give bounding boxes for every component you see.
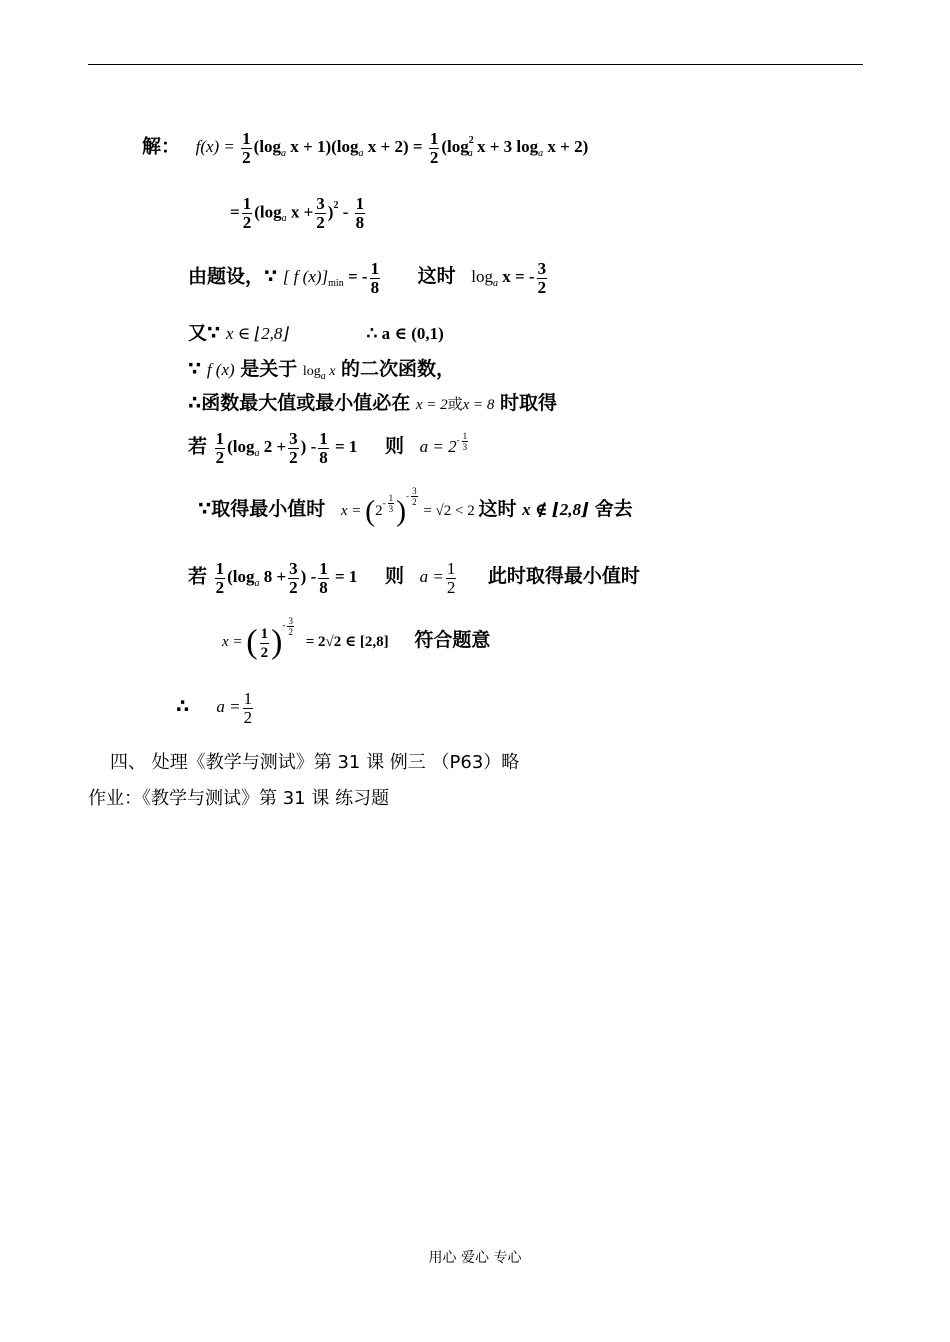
header-rule [88, 64, 863, 65]
equation-line-1: 解： f(x) = $\frac{1}{2}$ ($\log_a$ $x + 1)(\log_a$ x + 2) = $\frac{1}{2}$ ($\log^2_a$ x + 3 $\log_a x + 2$) [142, 129, 589, 167]
section-four-text: 四、 处理《教学与测试》第 31 课 例三 （P63）略 [110, 752, 520, 773]
discard-line: ∵取得最小值时 $x = (2^{- \frac{1}{3}}$ )$^{- \frac{3}{2}}$ = √2 < 2 这时 x ∉ ⌊2,8⌋ 舍去 [198, 486, 633, 528]
quadratic-line: ∵ f (x) 是关于 $\log_a x$ 的二次函数， [188, 358, 456, 382]
homework-text: 作业：《教学与测试》第 31 课 练习题 [88, 788, 390, 809]
range-line: 又∵ x ∈ ⌊2,8⌋ ∴ a ∈ (0,1) [188, 322, 444, 344]
page-footer: 用心 爱心 专心 [428, 1250, 522, 1266]
equation-line-2: = $\frac{1}{2}$ ($\log_a$ x + $\frac{3}{2}$ )$^2$ - $\frac{1}{8}$ [230, 194, 365, 232]
given-line: 由题设，∵ [ f $(x)]_{min}$ = - $\frac{1}{8}$ 这时 $\log_a x$ = - $\frac{3}{2}$ [188, 259, 547, 297]
case-two-line: 若 $\frac{1}{2}$ ($\log_a$ 8 + $\frac{3}{2}$ ) - $\frac{1}{8}$ = 1 则 a = $\frac{1}{2}$ 此时取得最小值时 [188, 559, 640, 597]
case-one-line: 若 $\frac{1}{2}$ ($\log_a$ 2 + $\frac{3}{2}$ ) - $\frac{1}{8}$ = 1 则 $a = 2^{- \frac{1}{3}}$ [188, 429, 468, 467]
extremum-line: ∴函数最大值或最小值必在 x = 2或x = 8 时取得 [188, 392, 557, 414]
verify-line: x = ( $\frac{1}{2}$ )$^{- \frac{3}{2}}$ = 2√2 ∈ [2,8] 符合题意 [222, 615, 491, 661]
solution-label: 解： [142, 135, 181, 158]
conclusion-line: ∴ a = $\frac{1}{2}$ [176, 689, 253, 727]
